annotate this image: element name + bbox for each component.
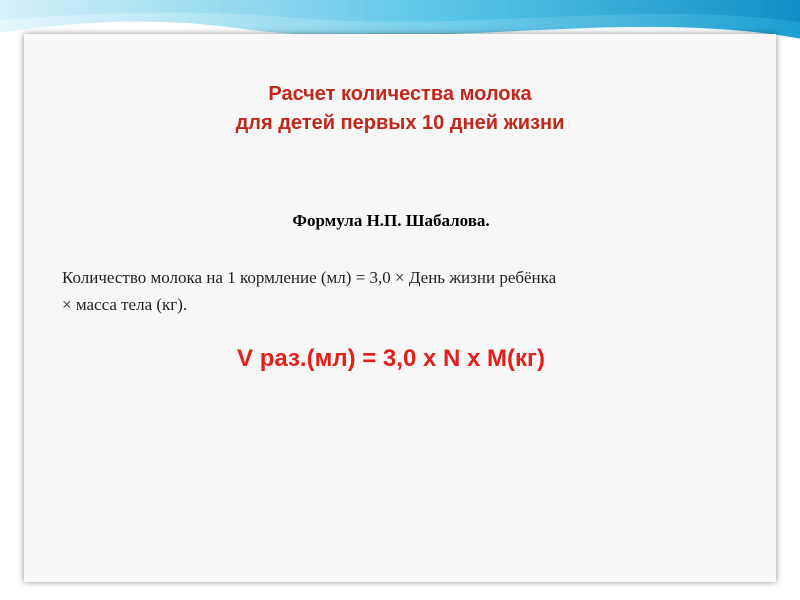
title-line-2: для детей первых 10 дней жизни <box>235 112 565 134</box>
formula-expression: V раз.(мл) = 3,0 х N х M(кг) <box>237 345 545 372</box>
formula-name: Формула Н.П. Шабалова. <box>292 211 490 230</box>
slide-title <box>0 80 800 138</box>
description-line-1: Количество молока на 1 кормление (мл) = 3,0 × День жизни ребёнка <box>62 268 557 287</box>
title-line-1: Расчет количества молока <box>268 83 532 105</box>
formula-description <box>62 264 752 318</box>
description-line-2: × масса тела (кг). <box>62 295 188 314</box>
